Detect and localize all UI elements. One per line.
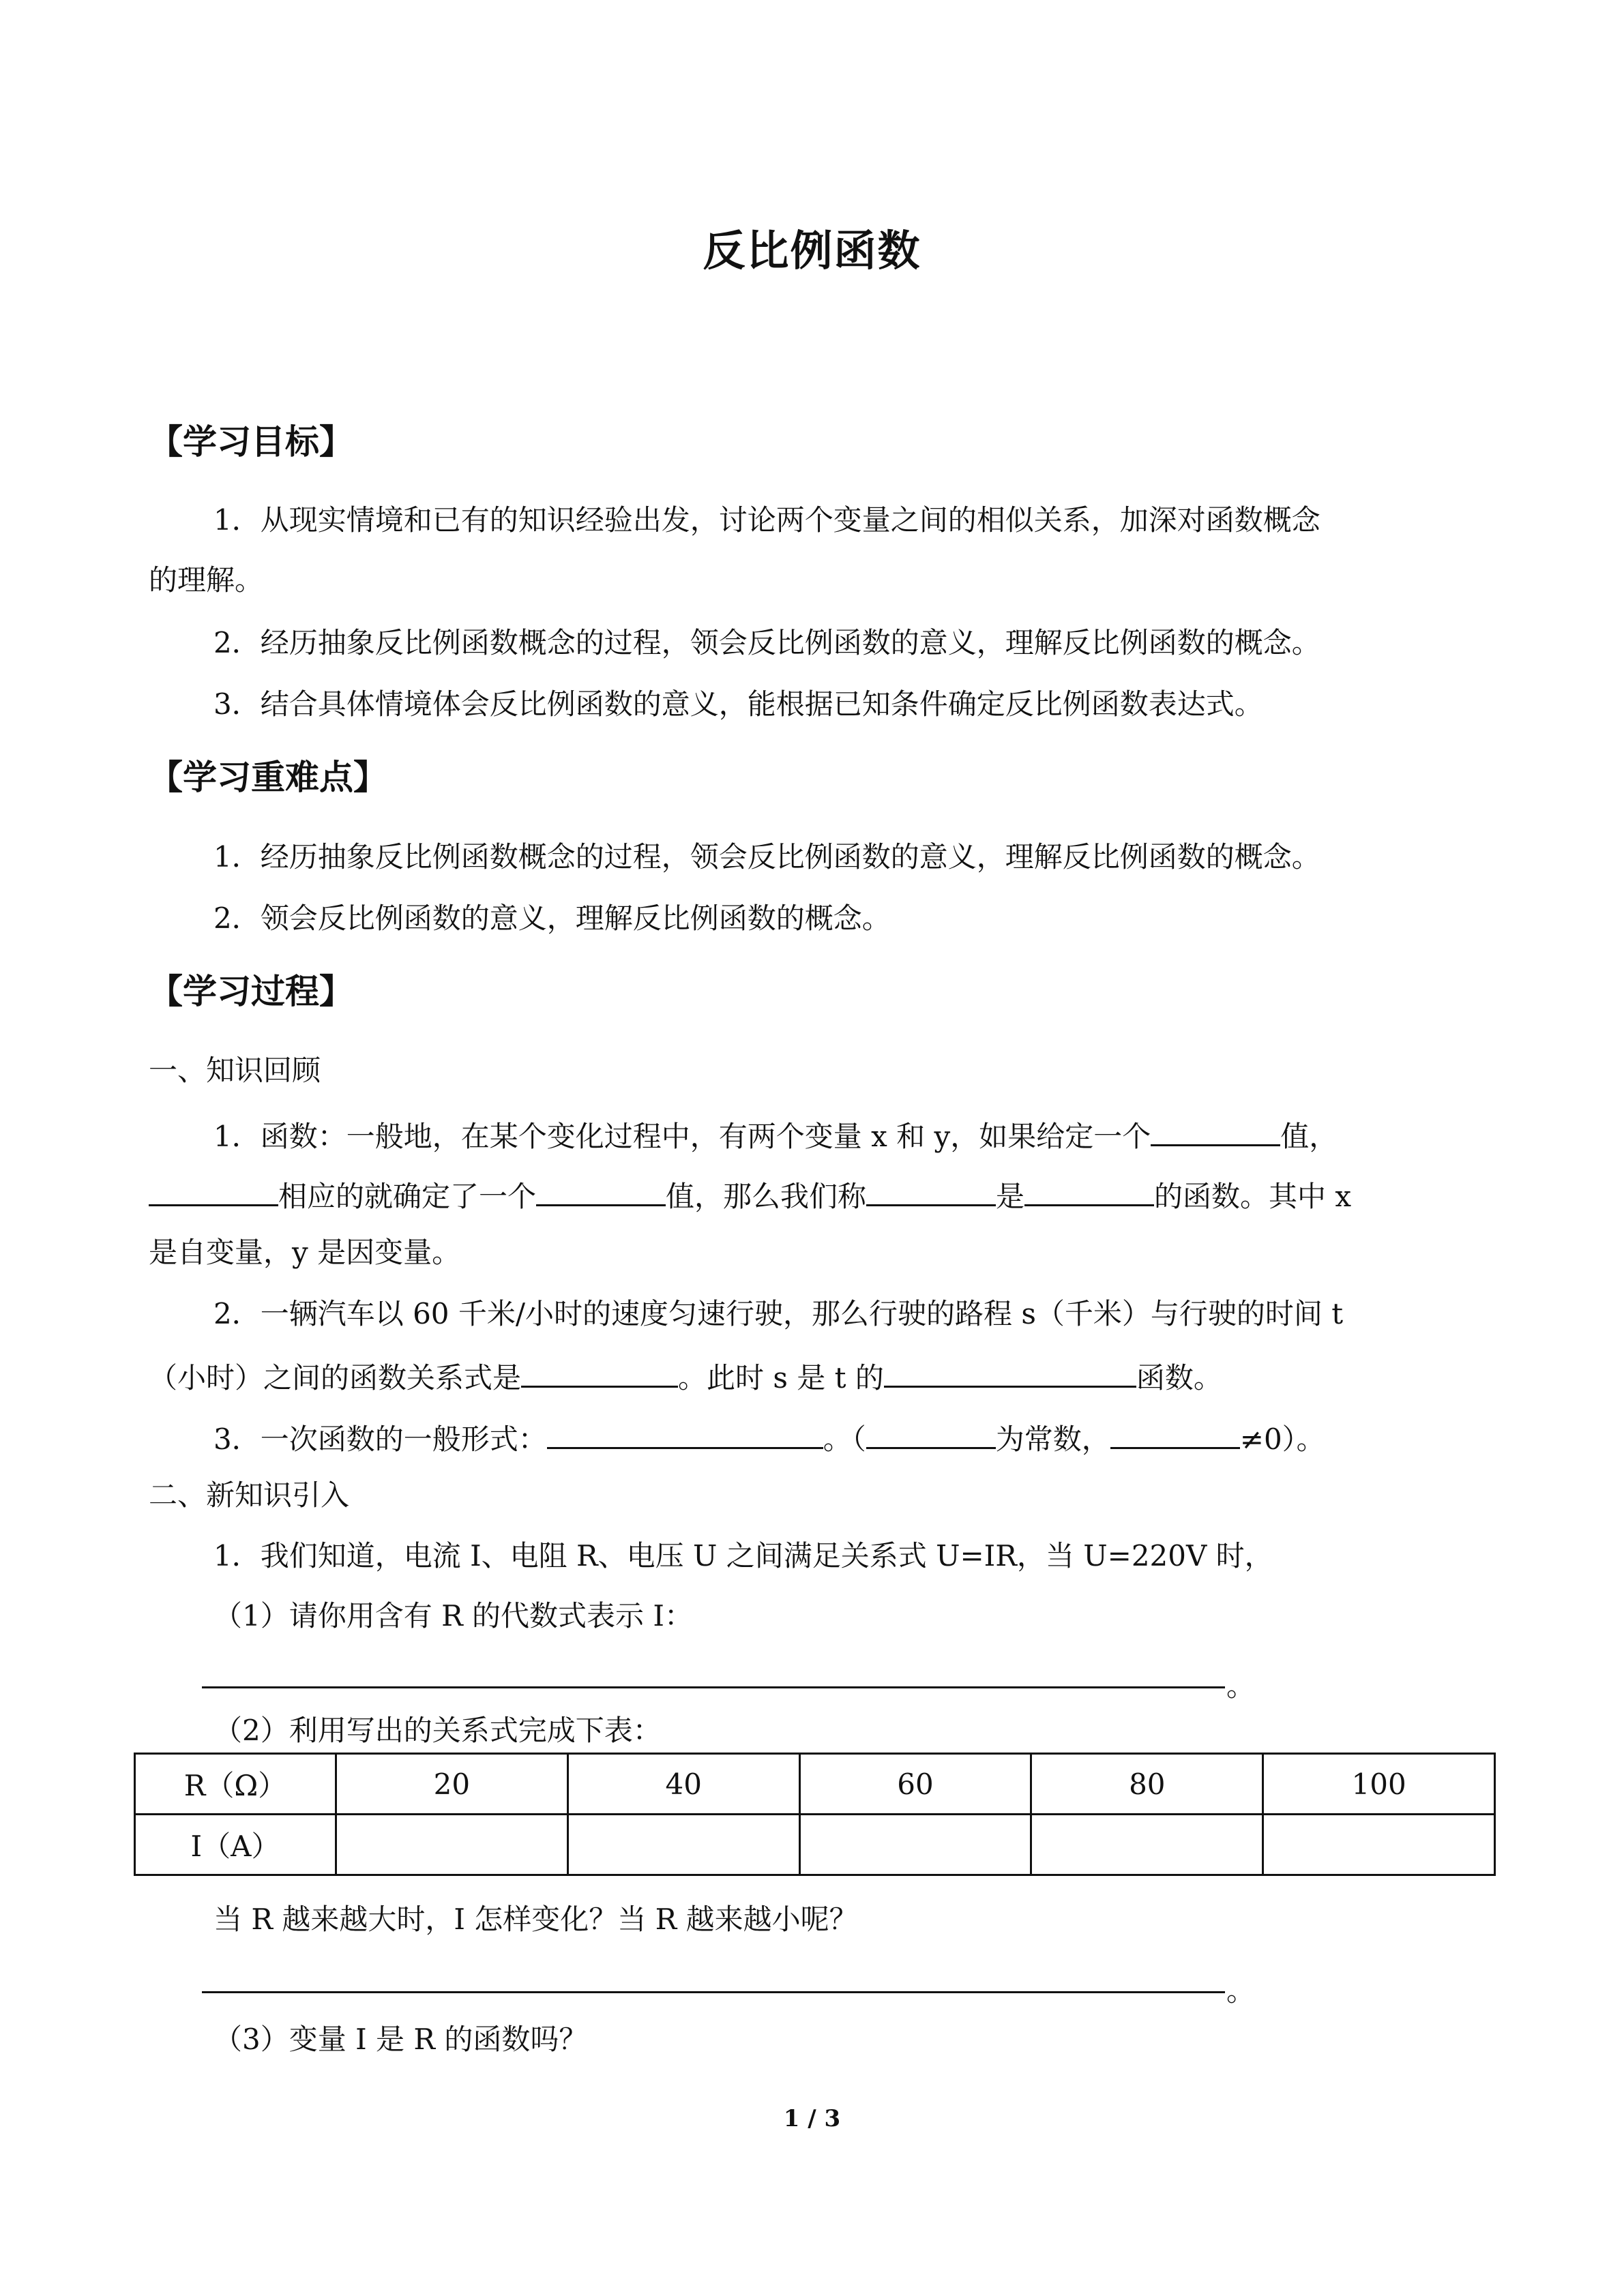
blank-field[interactable]: [866, 1176, 996, 1206]
r-value-cell: 20: [336, 1754, 568, 1815]
objective-3: 3．结合具体情境体会反比例函数的意义，能根据已知条件确定反比例函数表达式。: [213, 687, 1263, 721]
blank-field[interactable]: [521, 1357, 678, 1388]
review-q1-text-c: 相应的就确定了一个: [278, 1180, 537, 1213]
review-q1-line-3: 是自变量，y 是因变量。: [149, 1236, 461, 1269]
answer-period: 。: [1226, 1974, 1256, 2008]
blank-field[interactable]: [866, 1418, 996, 1449]
sub-question-2: （2）利用写出的关系式完成下表：: [213, 1714, 662, 1747]
review-q3-text-a: 3．一次函数的一般形式：: [213, 1422, 547, 1456]
table-row: [135, 1815, 1495, 1875]
sub-question-3: （3）变量 I 是 R 的函数吗？: [213, 2023, 588, 2056]
blank-field[interactable]: [536, 1176, 666, 1206]
review-q1-text-d: 值，那么我们称: [666, 1180, 867, 1213]
review-q1-text-b: 值，: [1280, 1120, 1338, 1153]
i-value-cell[interactable]: [336, 1815, 568, 1875]
review-q1-text-f: 的函数。其中 x: [1154, 1180, 1352, 1213]
new-knowledge-intro: 1．我们知道，电流 I、电阻 R、电压 U 之间满足关系式 U=IR，当 U=220V 时，: [213, 1539, 1273, 1572]
row-header-r: R（Ω）: [135, 1754, 336, 1815]
objective-1-line-2: 的理解。: [149, 563, 264, 597]
review-q1-line-2: [149, 1176, 1351, 1214]
i-value-cell[interactable]: [1263, 1815, 1495, 1875]
i-value-cell[interactable]: [1031, 1815, 1263, 1875]
review-q3-text-b: 。（: [823, 1422, 866, 1456]
table-row: [135, 1754, 1495, 1815]
process-heading: 【学习过程】: [149, 972, 353, 1011]
row-header-i: I（A）: [135, 1815, 336, 1875]
review-heading: 一、知识回顾: [149, 1054, 321, 1087]
review-q3-text-c: 为常数，: [995, 1422, 1110, 1456]
blank-field[interactable]: [149, 1176, 278, 1206]
r-value-cell: 80: [1031, 1754, 1263, 1815]
r-value-cell: 60: [799, 1754, 1031, 1815]
page-title: 反比例函数: [703, 226, 921, 275]
i-value-cell[interactable]: [799, 1815, 1031, 1875]
review-q3: [213, 1418, 1325, 1457]
answer-line[interactable]: [202, 1686, 1225, 1688]
key-points-heading: 【学习重难点】: [149, 758, 387, 797]
review-q1-text-e: 是: [996, 1180, 1025, 1213]
objective-2: 2．经历抽象反比例函数概念的过程，领会反比例函数的意义，理解反比例函数的概念。: [213, 626, 1320, 659]
resistance-current-table: [134, 1753, 1496, 1876]
review-q1-text-a: 1．函数：一般地，在某个变化过程中，有两个变量 x 和 y，如果给定一个: [213, 1120, 1151, 1153]
review-q2-text-d: 函数。: [1136, 1361, 1222, 1395]
blank-field[interactable]: [1151, 1116, 1280, 1146]
review-q2-text-b: （小时）之间的函数关系式是: [149, 1361, 522, 1395]
answer-line[interactable]: [202, 1991, 1225, 1993]
review-q2-line-1: 2．一辆汽车以 60 千米/小时的速度匀速行驶，那么行驶的路程 s（千米）与行驶的时间 t: [213, 1297, 1344, 1330]
change-question: 当 R 越来越大时，I 怎样变化？当 R 越来越小呢？: [213, 1903, 858, 1936]
review-q2-line-2: [149, 1357, 1222, 1395]
blank-field[interactable]: [547, 1418, 823, 1449]
page-number: 1 / 3: [783, 2105, 841, 2132]
blank-field[interactable]: [1024, 1176, 1154, 1206]
key-point-1: 1．经历抽象反比例函数概念的过程，领会反比例函数的意义，理解反比例函数的概念。: [213, 840, 1320, 874]
objective-1-line-1: 1．从现实情境和已有的知识经验出发，讨论两个变量之间的相似关系，加深对函数概念: [213, 503, 1320, 537]
key-point-2: 2．领会反比例函数的意义，理解反比例函数的概念。: [213, 901, 891, 935]
objectives-heading: 【学习目标】: [149, 422, 353, 462]
blank-field[interactable]: [1110, 1418, 1240, 1449]
blank-field[interactable]: [884, 1357, 1136, 1388]
new-knowledge-heading: 二、新知识引入: [149, 1478, 350, 1512]
sub-question-1: （1）请你用含有 R 的代数式表示 I：: [213, 1599, 693, 1632]
review-q1-line-1: [213, 1116, 1338, 1154]
i-value-cell[interactable]: [567, 1815, 799, 1875]
r-value-cell: 100: [1263, 1754, 1495, 1815]
review-q2-text-c: 。此时 s 是 t 的: [678, 1361, 884, 1395]
answer-period: 。: [1226, 1669, 1256, 1703]
r-value-cell: 40: [567, 1754, 799, 1815]
review-q3-text-d: ≠0）。: [1239, 1422, 1325, 1456]
